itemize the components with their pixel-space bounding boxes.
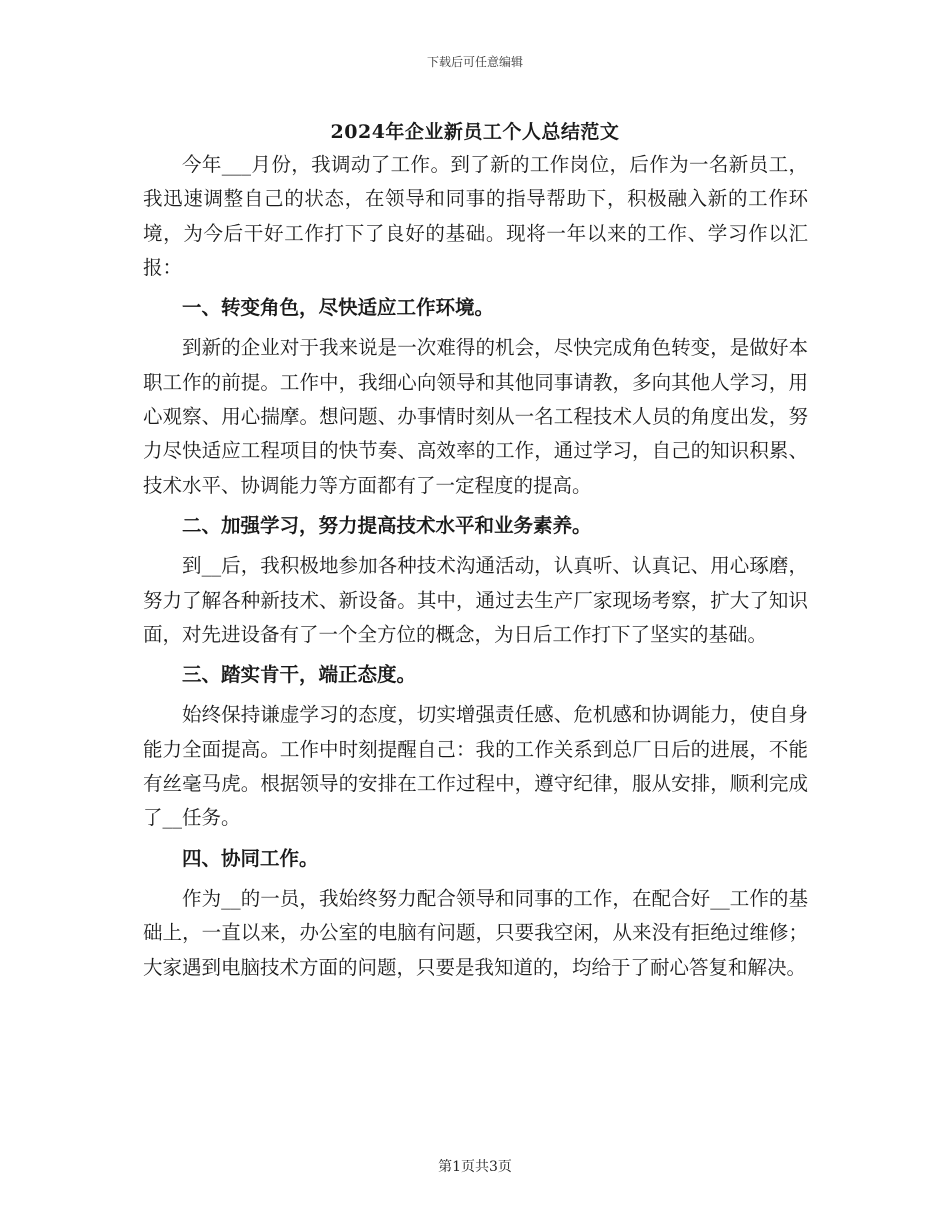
document-title: 2024年企业新员工个人总结范文 — [330, 121, 620, 143]
paragraph-section-4: 作为__的一员，我始终努力配合领导和同事的工作，在配合好__工作的基础上，一直以来，办公室的电脑有问题，只要我空闲，从来没有拒绝过维修；大家遇到电脑技术方面的问题，只要是我知道的，均给于了耐心答复和解决。 — [143, 886, 808, 979]
document-body — [143, 148, 808, 985]
section-heading-2: 二、加强学习，努力提高技术水平和业务素养。 — [182, 513, 592, 537]
page-header-note: 下载后可任意编辑 — [426, 55, 523, 69]
section-heading-4: 四、协同工作。 — [182, 846, 319, 870]
paragraph-section-3: 始终保持谦虚学习的态度，切实增强责任感、危机感和协调能力，使自身能力全面提高。工作中时刻提醒自己：我的工作关系到总厂日后的进展，不能有丝毫马虎。根据领导的安排在工作过程中，遵守纪律，服从安排，顺利完成了__任务。 — [143, 703, 808, 830]
section-heading-1: 一、转变角色，尽快适应工作环境。 — [182, 296, 495, 320]
paragraph-section-2: 到__后，我积极地参加各种技术沟通活动，认真听、认真记、用心琢磨，努力了解各种新技术、新设备。其中，通过去生产厂家现场考察，扩大了知识面，对先进设备有了一个全方位的概念，为日后工作打下了坚实的基础。 — [143, 554, 808, 646]
paragraph-section-1: 到新的企业对于我来说是一次难得的机会，尽快完成角色转变，是做好本职工作的前提。工作中，我细心向领导和其他同事请教，多向其他人学习，用心观察、用心揣摩。想问题、办事情时刻从一名工程技术人员的角度出发，努力尽快适应工程项目的快节奏、高效率的工作，通过学习，自己的知识积累、技术水平、协调能力等方面都有了一定程度的提高。 — [143, 336, 808, 497]
section-heading-3: 三、踏实肯干，端正态度。 — [182, 663, 417, 687]
paragraph-intro: 今年___月份，我调动了工作。到了新的工作岗位，后作为一名新员工，我迅速调整自己的状态，在领导和同事的指导帮助下，积极融入新的工作环境，为今后干好工作打下了良好的基础。现将一年以来的工作、学习作以汇报： — [143, 153, 808, 279]
page-number: 第1页共3页 — [438, 1159, 512, 1175]
